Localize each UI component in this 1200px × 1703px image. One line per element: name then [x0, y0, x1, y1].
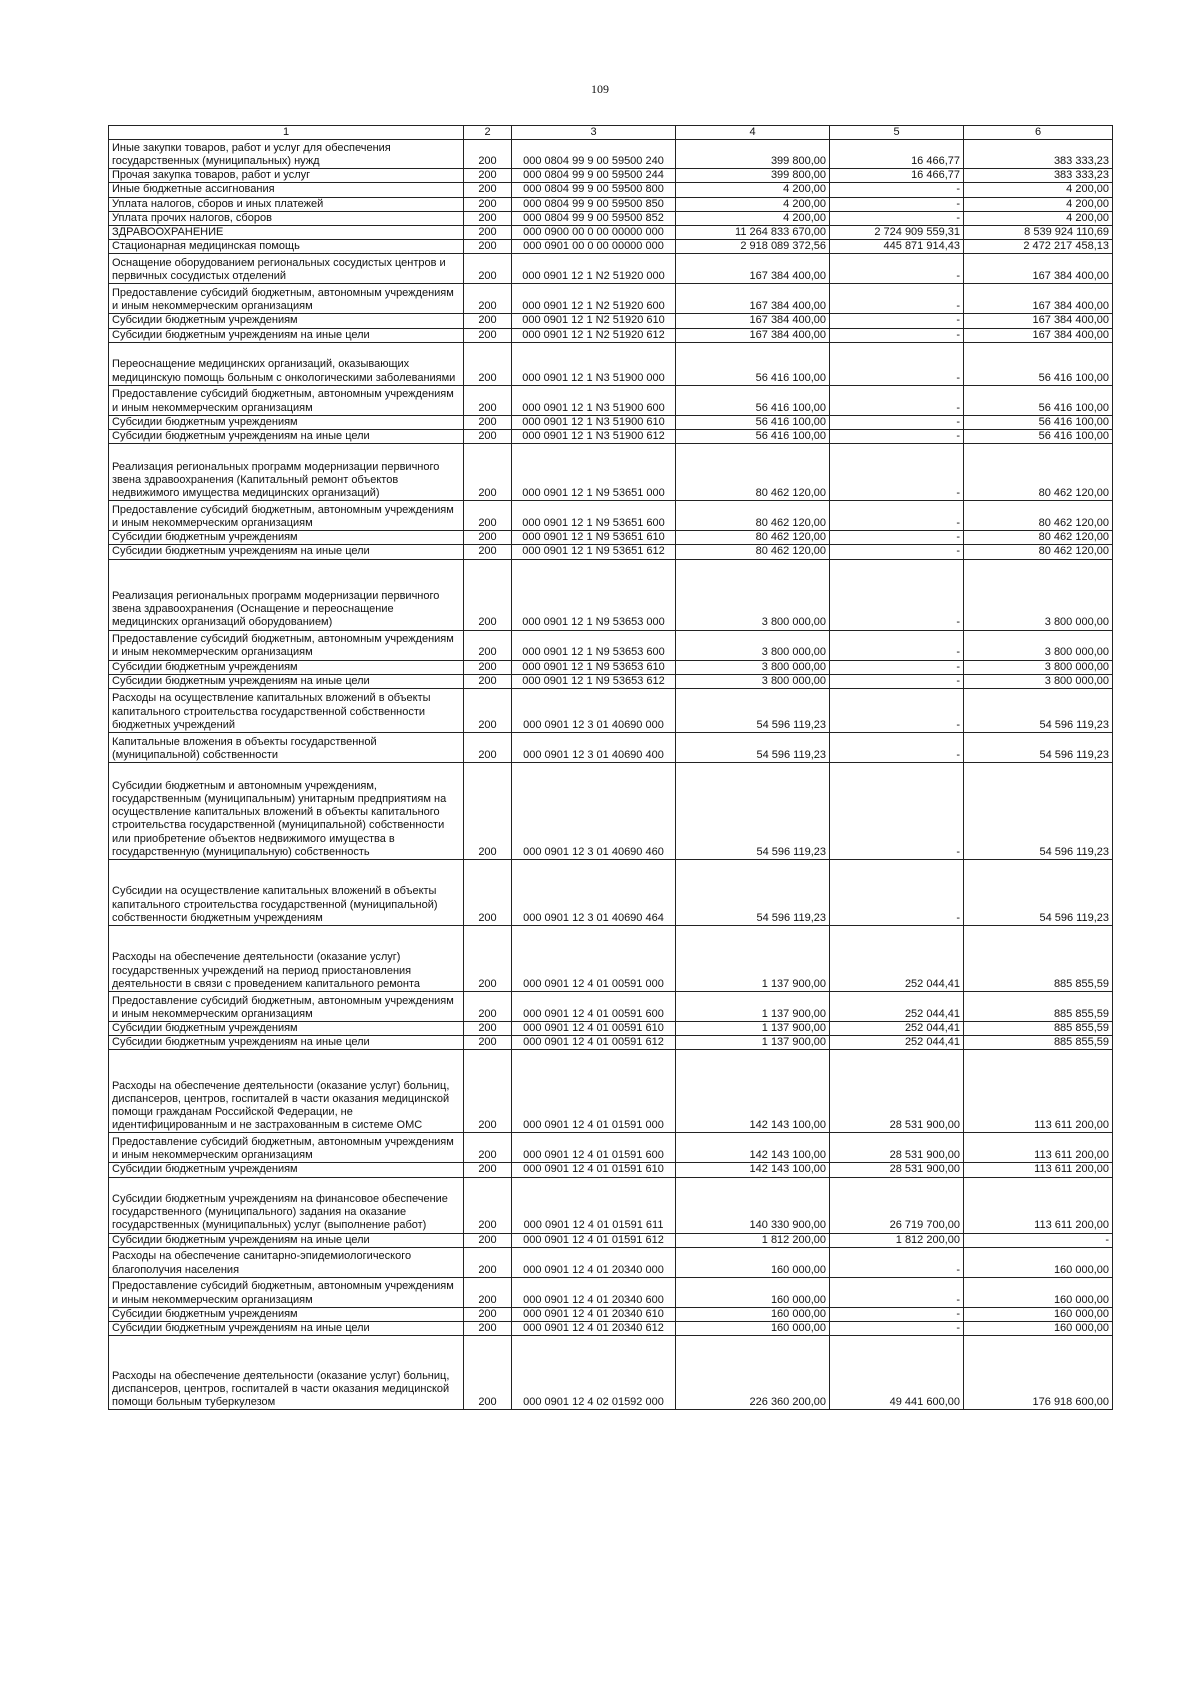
cell-code: 000 0901 00 0 00 00000 000 — [512, 240, 676, 254]
cell-c5: - — [830, 763, 964, 860]
cell-c6: 383 333,23 — [964, 140, 1113, 169]
cell-name: Субсидии бюджетным учреждениям — [109, 1022, 464, 1036]
column-header-5: 5 — [830, 126, 964, 140]
cell-adm: 200 — [464, 342, 512, 385]
cell-c5: 445 871 914,43 — [830, 240, 964, 254]
column-header-3: 3 — [512, 126, 676, 140]
cell-c4: 399 800,00 — [676, 140, 830, 169]
cell-code: 000 0901 12 1 N9 53651 600 — [512, 501, 676, 531]
column-header-6: 6 — [964, 126, 1113, 140]
cell-c4: 140 330 900,00 — [676, 1177, 830, 1233]
cell-c4: 80 462 120,00 — [676, 531, 830, 545]
cell-c4: 56 416 100,00 — [676, 430, 830, 444]
cell-code: 000 0901 12 1 N9 53653 610 — [512, 660, 676, 674]
cell-c6: 113 611 200,00 — [964, 1163, 1113, 1177]
cell-name: Предоставление субсидий бюджетным, автономным учреждениям и иным некоммерческим организациям — [109, 630, 464, 660]
table-row — [109, 169, 1113, 183]
cell-code: 000 0901 12 4 01 20340 600 — [512, 1277, 676, 1307]
table-row — [109, 240, 1113, 254]
cell-c4: 54 596 119,23 — [676, 860, 830, 926]
cell-code: 000 0901 12 3 01 40690 460 — [512, 763, 676, 860]
column-header-4: 4 — [676, 126, 830, 140]
column-header-1: 1 — [109, 126, 464, 140]
cell-adm: 200 — [464, 1277, 512, 1307]
cell-c4: 142 143 100,00 — [676, 1163, 830, 1177]
cell-c4: 1 812 200,00 — [676, 1233, 830, 1247]
cell-adm: 200 — [464, 415, 512, 429]
cell-c6: 3 800 000,00 — [964, 660, 1113, 674]
cell-code: 000 0901 12 4 01 01591 000 — [512, 1050, 676, 1133]
cell-c5: - — [830, 415, 964, 429]
cell-code: 000 0901 12 1 N2 51920 000 — [512, 254, 676, 284]
cell-adm: 200 — [464, 328, 512, 342]
table-row — [109, 197, 1113, 211]
cell-adm: 200 — [464, 1322, 512, 1336]
cell-code: 000 0804 99 9 00 59500 244 — [512, 169, 676, 183]
cell-c5: - — [830, 197, 964, 211]
cell-code: 000 0901 12 1 N3 51900 000 — [512, 342, 676, 385]
cell-c6: 80 462 120,00 — [964, 444, 1113, 501]
table-row — [109, 211, 1113, 225]
cell-name: Предоставление субсидий бюджетным, автономным учреждениям и иным некоммерческим организациям — [109, 385, 464, 415]
cell-adm: 200 — [464, 1022, 512, 1036]
cell-c5: 252 044,41 — [830, 1022, 964, 1036]
cell-c6: 80 462 120,00 — [964, 501, 1113, 531]
cell-name: Иные бюджетные ассигнования — [109, 183, 464, 197]
cell-code: 000 0804 99 9 00 59500 850 — [512, 197, 676, 211]
cell-name: Субсидии бюджетным учреждениям на финансовое обеспечение государственного (муниципального) задания на оказание государственных (муниципальных) услуг (выполнение работ) — [109, 1177, 464, 1233]
cell-c4: 399 800,00 — [676, 169, 830, 183]
cell-adm: 200 — [464, 630, 512, 660]
table-row — [109, 1022, 1113, 1036]
cell-adm: 200 — [464, 385, 512, 415]
cell-c5: - — [830, 531, 964, 545]
cell-c6: 885 855,59 — [964, 926, 1113, 992]
table-row — [109, 140, 1113, 169]
cell-c5: - — [830, 211, 964, 225]
table-row — [109, 1307, 1113, 1321]
cell-code: 000 0901 12 4 01 01591 610 — [512, 1163, 676, 1177]
cell-c4: 1 137 900,00 — [676, 992, 830, 1022]
cell-name: ЗДРАВООХРАНЕНИЕ — [109, 226, 464, 240]
column-header-2: 2 — [464, 126, 512, 140]
cell-c4: 4 200,00 — [676, 183, 830, 197]
cell-name: Субсидии бюджетным учреждениям на иные цели — [109, 1233, 464, 1247]
cell-code: 000 0901 12 4 01 00591 612 — [512, 1036, 676, 1050]
cell-adm: 200 — [464, 674, 512, 688]
cell-c6: 54 596 119,23 — [964, 733, 1113, 763]
table-row — [109, 1177, 1113, 1233]
table-row — [109, 630, 1113, 660]
table-row — [109, 763, 1113, 860]
cell-c5: - — [830, 328, 964, 342]
cell-c6: 3 800 000,00 — [964, 674, 1113, 688]
cell-code: 000 0901 12 1 N9 53651 610 — [512, 531, 676, 545]
cell-c4: 3 800 000,00 — [676, 660, 830, 674]
cell-code: 000 0901 12 1 N9 53653 600 — [512, 630, 676, 660]
cell-c6: 160 000,00 — [964, 1277, 1113, 1307]
cell-adm: 200 — [464, 169, 512, 183]
cell-adm: 200 — [464, 226, 512, 240]
cell-c5: - — [830, 444, 964, 501]
cell-adm: 200 — [464, 197, 512, 211]
cell-c5: - — [830, 284, 964, 314]
cell-c6: 4 200,00 — [964, 197, 1113, 211]
cell-adm: 200 — [464, 211, 512, 225]
cell-c6: 383 333,23 — [964, 169, 1113, 183]
cell-name: Расходы на обеспечение деятельности (оказание услуг) государственных учреждений на период приостановления деятельности в связи с проведением капитального ремонта — [109, 926, 464, 992]
table-row — [109, 314, 1113, 328]
cell-c6: 113 611 200,00 — [964, 1133, 1113, 1163]
cell-adm: 200 — [464, 1133, 512, 1163]
cell-name: Иные закупки товаров, работ и услуг для обеспечения государственных (муниципальных) нужд — [109, 140, 464, 169]
table-row — [109, 1163, 1113, 1177]
cell-c4: 3 800 000,00 — [676, 674, 830, 688]
cell-c4: 80 462 120,00 — [676, 501, 830, 531]
cell-c6: 167 384 400,00 — [964, 284, 1113, 314]
cell-c5: - — [830, 1307, 964, 1321]
cell-adm: 200 — [464, 733, 512, 763]
cell-c6: 56 416 100,00 — [964, 385, 1113, 415]
table-row — [109, 559, 1113, 630]
table-row — [109, 1277, 1113, 1307]
cell-c5: - — [830, 559, 964, 630]
cell-adm: 200 — [464, 992, 512, 1022]
cell-adm: 200 — [464, 1036, 512, 1050]
cell-c5: 28 531 900,00 — [830, 1163, 964, 1177]
cell-adm: 200 — [464, 1163, 512, 1177]
cell-c5: 49 441 600,00 — [830, 1336, 964, 1410]
budget-table — [108, 125, 1113, 1410]
cell-c4: 167 384 400,00 — [676, 254, 830, 284]
cell-code: 000 0901 12 4 01 01591 600 — [512, 1133, 676, 1163]
cell-code: 000 0901 12 1 N9 53653 612 — [512, 674, 676, 688]
cell-c6: 54 596 119,23 — [964, 860, 1113, 926]
cell-c6: 3 800 000,00 — [964, 559, 1113, 630]
table-row — [109, 284, 1113, 314]
cell-name: Субсидии бюджетным учреждениям на иные цели — [109, 430, 464, 444]
cell-name: Капитальные вложения в объекты государственной (муниципальной) собственности — [109, 733, 464, 763]
cell-c4: 80 462 120,00 — [676, 444, 830, 501]
cell-c5: - — [830, 501, 964, 531]
cell-code: 000 0901 12 4 01 01591 612 — [512, 1233, 676, 1247]
table-row — [109, 1233, 1113, 1247]
cell-code: 000 0901 12 4 02 01592 000 — [512, 1336, 676, 1410]
cell-c6: 4 200,00 — [964, 211, 1113, 225]
cell-name: Реализация региональных программ модернизации первичного звена здравоохранения (Капитальный ремонт объектов недвижимого имущества медицинских организаций) — [109, 444, 464, 501]
table-row — [109, 926, 1113, 992]
cell-name: Расходы на осуществление капитальных вложений в объекты капитального строительства государственной собственности бюджетных учреждений — [109, 689, 464, 733]
table-row — [109, 226, 1113, 240]
cell-adm: 200 — [464, 314, 512, 328]
table-row — [109, 1036, 1113, 1050]
cell-adm: 200 — [464, 926, 512, 992]
cell-c4: 1 137 900,00 — [676, 926, 830, 992]
cell-c6: 80 462 120,00 — [964, 545, 1113, 559]
cell-code: 000 0901 12 4 01 20340 610 — [512, 1307, 676, 1321]
cell-code: 000 0901 12 1 N3 51900 612 — [512, 430, 676, 444]
cell-adm: 200 — [464, 1177, 512, 1233]
cell-c4: 1 137 900,00 — [676, 1036, 830, 1050]
cell-c5: - — [830, 545, 964, 559]
cell-c4: 226 360 200,00 — [676, 1336, 830, 1410]
cell-c6: 54 596 119,23 — [964, 689, 1113, 733]
table-row — [109, 860, 1113, 926]
cell-name: Предоставление субсидий бюджетным, автономным учреждениям и иным некоммерческим организациям — [109, 1277, 464, 1307]
cell-name: Субсидии бюджетным учреждениям — [109, 1307, 464, 1321]
cell-adm: 200 — [464, 545, 512, 559]
cell-c4: 56 416 100,00 — [676, 342, 830, 385]
cell-name: Переоснащение медицинских организаций, оказывающих медицинскую помощь больным с онкологическими заболеваниями — [109, 342, 464, 385]
cell-adm: 200 — [464, 1336, 512, 1410]
cell-c6: 167 384 400,00 — [964, 328, 1113, 342]
table-row — [109, 1247, 1113, 1277]
cell-c6: 885 855,59 — [964, 1022, 1113, 1036]
cell-name: Прочая закупка товаров, работ и услуг — [109, 169, 464, 183]
cell-c6: 2 472 217 458,13 — [964, 240, 1113, 254]
cell-c4: 80 462 120,00 — [676, 545, 830, 559]
cell-code: 000 0901 12 1 N3 51900 610 — [512, 415, 676, 429]
table-row — [109, 254, 1113, 284]
cell-code: 000 0901 12 1 N3 51900 600 — [512, 385, 676, 415]
cell-name: Субсидии на осуществление капитальных вложений в объекты капитального строительства государственной (муниципальной) собственности бюджетным учреждениям — [109, 860, 464, 926]
cell-name: Расходы на обеспечение санитарно-эпидемиологического благополучия населения — [109, 1247, 464, 1277]
cell-code: 000 0900 00 0 00 00000 000 — [512, 226, 676, 240]
cell-c4: 160 000,00 — [676, 1247, 830, 1277]
cell-code: 000 0901 12 3 01 40690 400 — [512, 733, 676, 763]
cell-c6: 80 462 120,00 — [964, 531, 1113, 545]
table-row — [109, 415, 1113, 429]
cell-c6: 160 000,00 — [964, 1247, 1113, 1277]
cell-name: Субсидии бюджетным учреждениям — [109, 415, 464, 429]
page-number: 109 — [591, 82, 609, 96]
cell-c5: 26 719 700,00 — [830, 1177, 964, 1233]
cell-code: 000 0901 12 3 01 40690 000 — [512, 689, 676, 733]
cell-code: 000 0901 12 4 01 00591 000 — [512, 926, 676, 992]
cell-code: 000 0901 12 4 01 00591 600 — [512, 992, 676, 1022]
cell-adm: 200 — [464, 660, 512, 674]
cell-code: 000 0901 12 1 N2 51920 612 — [512, 328, 676, 342]
cell-c5: 2 724 909 559,31 — [830, 226, 964, 240]
table-row — [109, 531, 1113, 545]
cell-adm: 200 — [464, 1247, 512, 1277]
cell-c5: 252 044,41 — [830, 992, 964, 1022]
table-row — [109, 545, 1113, 559]
cell-c6: 113 611 200,00 — [964, 1177, 1113, 1233]
cell-c6: 113 611 200,00 — [964, 1050, 1113, 1133]
cell-code: 000 0901 12 1 N9 53651 000 — [512, 444, 676, 501]
cell-c4: 142 143 100,00 — [676, 1133, 830, 1163]
cell-adm: 200 — [464, 284, 512, 314]
table-row — [109, 1336, 1113, 1410]
cell-name: Субсидии бюджетным учреждениям — [109, 314, 464, 328]
cell-adm: 200 — [464, 1307, 512, 1321]
cell-name: Оснащение оборудованием региональных сосудистых центров и первичных сосудистых отделений — [109, 254, 464, 284]
cell-c5: - — [830, 630, 964, 660]
cell-c4: 3 800 000,00 — [676, 630, 830, 660]
cell-c4: 160 000,00 — [676, 1277, 830, 1307]
cell-c5: - — [830, 254, 964, 284]
cell-c5: 252 044,41 — [830, 926, 964, 992]
cell-c5: - — [830, 733, 964, 763]
cell-name: Расходы на обеспечение деятельности (оказание услуг) больниц, диспансеров, центров, госпиталей в части оказания медицинской помощи больным туберкулезом — [109, 1336, 464, 1410]
cell-c6: 56 416 100,00 — [964, 415, 1113, 429]
cell-c6: 8 539 924 110,69 — [964, 226, 1113, 240]
cell-c6: 4 200,00 — [964, 183, 1113, 197]
cell-code: 000 0804 99 9 00 59500 240 — [512, 140, 676, 169]
cell-c6: 167 384 400,00 — [964, 254, 1113, 284]
cell-c4: 160 000,00 — [676, 1322, 830, 1336]
cell-c6: 167 384 400,00 — [964, 314, 1113, 328]
cell-c4: 56 416 100,00 — [676, 415, 830, 429]
table-row — [109, 992, 1113, 1022]
cell-adm: 200 — [464, 240, 512, 254]
cell-c4: 54 596 119,23 — [676, 733, 830, 763]
cell-c4: 3 800 000,00 — [676, 559, 830, 630]
cell-c4: 11 264 833 670,00 — [676, 226, 830, 240]
cell-c6: 885 855,59 — [964, 992, 1113, 1022]
cell-name: Стационарная медицинская помощь — [109, 240, 464, 254]
cell-c4: 1 137 900,00 — [676, 1022, 830, 1036]
table-row — [109, 689, 1113, 733]
cell-c4: 2 918 089 372,56 — [676, 240, 830, 254]
table-row — [109, 385, 1113, 415]
cell-adm: 200 — [464, 183, 512, 197]
cell-name: Субсидии бюджетным учреждениям — [109, 660, 464, 674]
cell-c4: 4 200,00 — [676, 197, 830, 211]
table-row — [109, 501, 1113, 531]
cell-code: 000 0901 12 3 01 40690 464 — [512, 860, 676, 926]
cell-c5: 16 466,77 — [830, 140, 964, 169]
cell-c5: 28 531 900,00 — [830, 1133, 964, 1163]
cell-c6: 160 000,00 — [964, 1322, 1113, 1336]
cell-code: 000 0901 12 4 01 20340 000 — [512, 1247, 676, 1277]
table-row — [109, 1133, 1113, 1163]
cell-adm: 200 — [464, 1233, 512, 1247]
cell-name: Расходы на обеспечение деятельности (оказание услуг) больниц, диспансеров, центров, госпиталей в части оказания медицинской помощи гражданам Российской Федерации, не идентифицированным и не застрахованным в системе ОМС — [109, 1050, 464, 1133]
cell-c5: 252 044,41 — [830, 1036, 964, 1050]
cell-c5: 28 531 900,00 — [830, 1050, 964, 1133]
cell-adm: 200 — [464, 689, 512, 733]
cell-code: 000 0901 12 4 01 00591 610 — [512, 1022, 676, 1036]
cell-name: Предоставление субсидий бюджетным, автономным учреждениям и иным некоммерческим организациям — [109, 501, 464, 531]
cell-c5: - — [830, 660, 964, 674]
cell-name: Предоставление субсидий бюджетным, автономным учреждениям и иным некоммерческим организациям — [109, 992, 464, 1022]
table-row — [109, 660, 1113, 674]
cell-c6: 56 416 100,00 — [964, 342, 1113, 385]
cell-adm: 200 — [464, 254, 512, 284]
cell-name: Предоставление субсидий бюджетным, автономным учреждениям и иным некоммерческим организациям — [109, 1133, 464, 1163]
cell-c4: 167 384 400,00 — [676, 284, 830, 314]
cell-adm: 200 — [464, 430, 512, 444]
cell-name: Субсидии бюджетным учреждениям — [109, 1163, 464, 1177]
cell-code: 000 0901 12 4 01 01591 611 — [512, 1177, 676, 1233]
cell-c5: - — [830, 860, 964, 926]
cell-adm: 200 — [464, 559, 512, 630]
cell-name: Уплата налогов, сборов и иных платежей — [109, 197, 464, 211]
cell-c6: 3 800 000,00 — [964, 630, 1113, 660]
cell-adm: 200 — [464, 763, 512, 860]
cell-c4: 56 416 100,00 — [676, 385, 830, 415]
cell-c6: 56 416 100,00 — [964, 430, 1113, 444]
table-row — [109, 674, 1113, 688]
cell-c5: - — [830, 314, 964, 328]
cell-name: Субсидии бюджетным учреждениям на иные цели — [109, 674, 464, 688]
cell-c4: 160 000,00 — [676, 1307, 830, 1321]
cell-c5: - — [830, 385, 964, 415]
cell-c5: - — [830, 430, 964, 444]
cell-c4: 54 596 119,23 — [676, 689, 830, 733]
cell-adm: 200 — [464, 140, 512, 169]
cell-adm: 200 — [464, 531, 512, 545]
cell-adm: 200 — [464, 444, 512, 501]
cell-c5: - — [830, 342, 964, 385]
cell-c6: - — [964, 1233, 1113, 1247]
cell-code: 000 0804 99 9 00 59500 800 — [512, 183, 676, 197]
cell-name: Субсидии бюджетным учреждениям на иные цели — [109, 1036, 464, 1050]
cell-code: 000 0901 12 1 N2 51920 610 — [512, 314, 676, 328]
cell-c4: 4 200,00 — [676, 211, 830, 225]
cell-c4: 167 384 400,00 — [676, 328, 830, 342]
cell-adm: 200 — [464, 1050, 512, 1133]
cell-adm: 200 — [464, 860, 512, 926]
cell-c4: 142 143 100,00 — [676, 1050, 830, 1133]
cell-c5: - — [830, 689, 964, 733]
cell-c5: - — [830, 1322, 964, 1336]
cell-code: 000 0901 12 1 N9 53653 000 — [512, 559, 676, 630]
table-row — [109, 430, 1113, 444]
cell-c6: 54 596 119,23 — [964, 763, 1113, 860]
cell-c4: 54 596 119,23 — [676, 763, 830, 860]
cell-code: 000 0804 99 9 00 59500 852 — [512, 211, 676, 225]
table-row — [109, 733, 1113, 763]
cell-name: Субсидии бюджетным учреждениям на иные цели — [109, 328, 464, 342]
cell-code: 000 0901 12 1 N2 51920 600 — [512, 284, 676, 314]
cell-c6: 160 000,00 — [964, 1307, 1113, 1321]
cell-code: 000 0901 12 4 01 20340 612 — [512, 1322, 676, 1336]
cell-name: Уплата прочих налогов, сборов — [109, 211, 464, 225]
cell-name: Субсидии бюджетным учреждениям на иные цели — [109, 1322, 464, 1336]
cell-name: Субсидии бюджетным и автономным учреждениям, государственным (муниципальным) унитарным предприятиям на осуществление капитальных вложений в объекты капитального строительства государственной (муниципальной) собственности или приобретение объектов недвижимого имущества в государственную (муниципальную) собственность — [109, 763, 464, 860]
table-row — [109, 183, 1113, 197]
table-row — [109, 444, 1113, 501]
cell-c5: 1 812 200,00 — [830, 1233, 964, 1247]
table-header-row — [109, 126, 1113, 140]
cell-c5: - — [830, 1277, 964, 1307]
cell-c4: 167 384 400,00 — [676, 314, 830, 328]
cell-c5: - — [830, 1247, 964, 1277]
cell-c5: - — [830, 674, 964, 688]
cell-name: Предоставление субсидий бюджетным, автономным учреждениям и иным некоммерческим организациям — [109, 284, 464, 314]
cell-c5: 16 466,77 — [830, 169, 964, 183]
table-row — [109, 342, 1113, 385]
cell-c5: - — [830, 183, 964, 197]
cell-name: Субсидии бюджетным учреждениям на иные цели — [109, 545, 464, 559]
cell-adm: 200 — [464, 501, 512, 531]
table-row — [109, 1322, 1113, 1336]
cell-name: Реализация региональных программ модернизации первичного звена здравоохранения (Оснащение и переоснащение медицинских организаций оборудованием) — [109, 559, 464, 630]
cell-c6: 885 855,59 — [964, 1036, 1113, 1050]
table-row — [109, 1050, 1113, 1133]
cell-name: Субсидии бюджетным учреждениям — [109, 531, 464, 545]
cell-c6: 176 918 600,00 — [964, 1336, 1113, 1410]
table-row — [109, 328, 1113, 342]
cell-code: 000 0901 12 1 N9 53651 612 — [512, 545, 676, 559]
budget-table-body — [109, 126, 1113, 1410]
